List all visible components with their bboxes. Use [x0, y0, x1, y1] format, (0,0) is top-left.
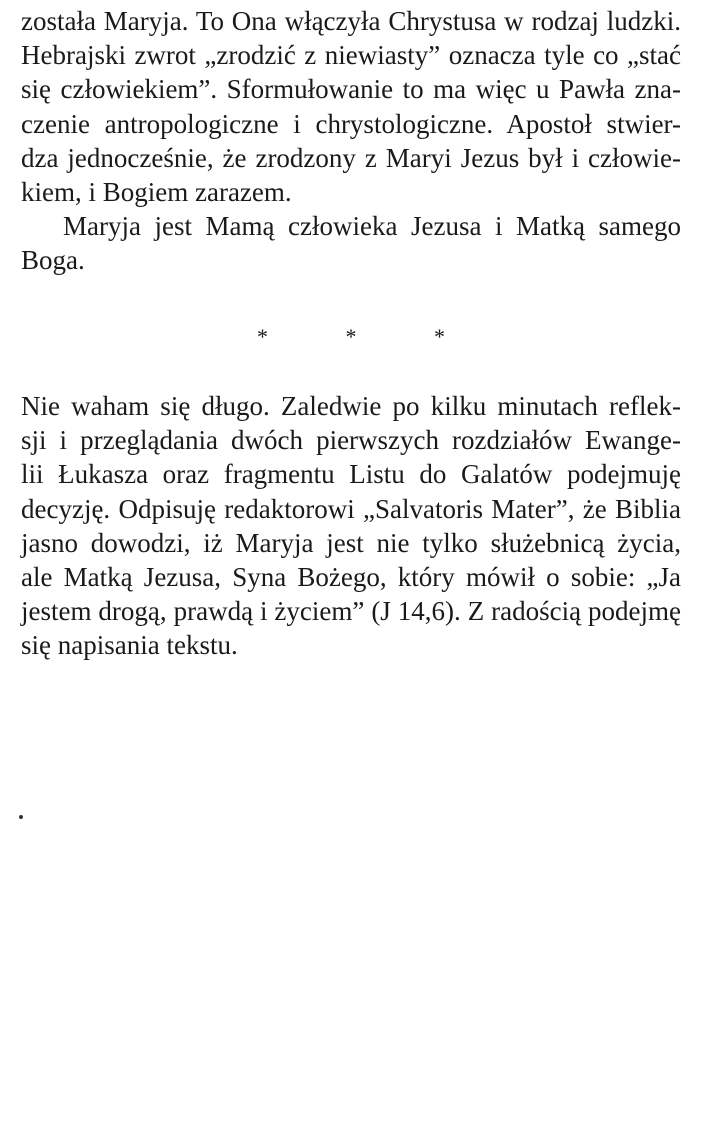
text-line: Maryja jest Mamą człowieka Jezusa i Matką samego	[63, 211, 681, 242]
text-block-top	[21, 4, 681, 278]
text-line: Hebrajski zwrot „zrodzić z niewiasty” oznacza tyle co „stać	[21, 40, 681, 71]
text-line: dza jednocześnie, że zrodzony z Maryi Jezus był i człowie-	[21, 142, 681, 173]
text-line: Boga.	[21, 245, 85, 276]
text-line: ale Matką Jezusa, Syna Bożego, który mówił o sobie: „Ja	[21, 561, 681, 592]
text-line: się człowiekiem”. Sformułowanie to ma więc u Pawła zna-	[21, 74, 681, 105]
text-line: decyzję. Odpisuję redaktorowi „Salvatoris Mater”, że Biblia	[21, 493, 681, 524]
text-line: jestem drogą, prawdą i życiem” (J 14,6). Z radością podejmę	[21, 596, 681, 627]
text-line: lii Łukasza oraz fragmentu Listu do Galatów podejmuję	[21, 459, 681, 490]
text-line: kiem, i Bogiem zarazem.	[21, 176, 292, 207]
text-line: sji i przeglądania dwóch pierwszych rozdziałów Ewange-	[21, 425, 681, 456]
paragraph-1	[21, 4, 681, 209]
paragraph-2	[21, 209, 681, 277]
paragraph-3	[21, 389, 681, 663]
text-block-bottom	[21, 389, 681, 663]
text-line: została Maryja. To Ona włączyła Chrystusa w rodzaj ludzki.	[21, 6, 681, 36]
ink-speck	[19, 815, 23, 819]
text-line: czenie antropologiczne i chrystologiczne. Apostoł stwier-	[21, 108, 681, 139]
text-line: jasno dowodzi, iż Maryja jest nie tylko służebnicą życia,	[21, 527, 681, 558]
text-line: Nie waham się długo. Zaledwie po kilku minutach reflek-	[21, 391, 681, 421]
text-line: się napisania tekstu.	[21, 630, 238, 661]
section-separator: * * *	[257, 324, 481, 349]
